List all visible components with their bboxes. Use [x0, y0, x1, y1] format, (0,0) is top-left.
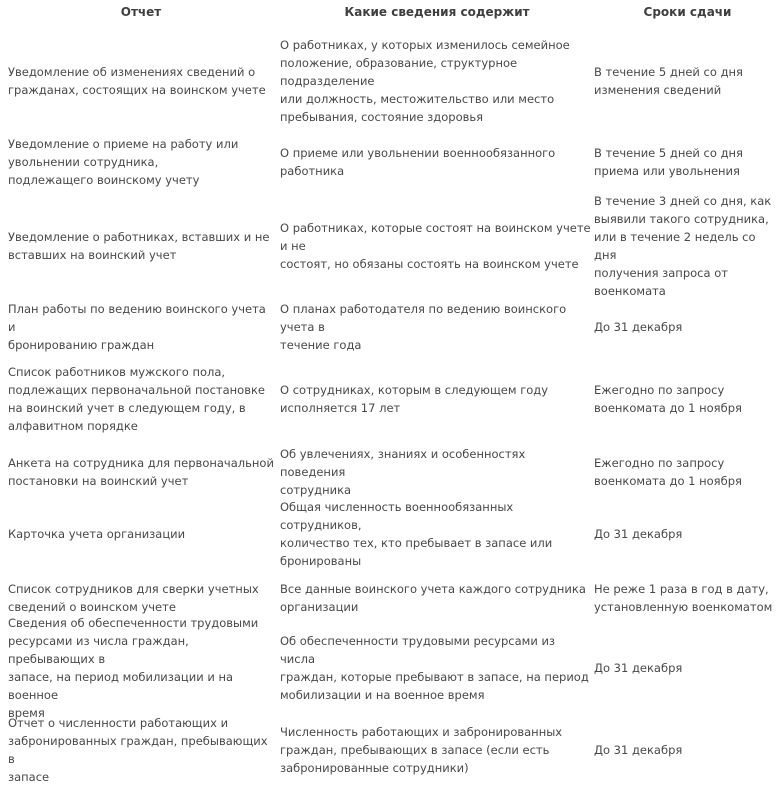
- table-row: [0, 300, 783, 354]
- report-cell: [0, 228, 280, 264]
- table-row: [0, 194, 783, 298]
- deadline-text: В течение 5 дней со дня изменения сведений: [594, 65, 743, 97]
- content-text: О работниках, которые состоят на воинском учете и не состоят, но обязаны состоять на воинском учете: [280, 221, 591, 271]
- deadline-cell: [594, 192, 783, 300]
- header-content: Какие сведения содержит: [344, 5, 530, 19]
- content-text: Об увлечениях, знаниях и особенностях поведения сотрудника: [280, 447, 526, 497]
- report-text: Уведомление о работниках, вставших и не вставших на воинский учет: [8, 230, 270, 262]
- table-row: [0, 358, 783, 440]
- deadline-cell: [594, 525, 783, 543]
- content-cell: [280, 632, 594, 704]
- deadline-cell: [594, 144, 783, 180]
- content-cell: [280, 445, 594, 499]
- content-text: О работниках, у которых изменилось семейное положение, образование, структурное подразделение или должность, местожительство или место пребывания, состояние здоровья: [280, 38, 570, 124]
- content-cell: [280, 381, 594, 417]
- report-cell: [0, 525, 280, 543]
- table-header-row: [0, 0, 783, 26]
- content-cell: [280, 498, 594, 570]
- content-text: Об обеспеченности трудовыми ресурсами из числа граждан, которые пребывают в запасе, на период мобилизации и на военное время: [280, 634, 589, 702]
- report-text: План работы по ведению воинского учета и бронированию граждан: [8, 302, 266, 352]
- header-deadline: Сроки сдачи: [643, 5, 732, 19]
- report-text: Список сотрудников для сверки учетных сведений о воинском учете: [8, 582, 259, 614]
- deadline-text: До 31 декабря: [594, 743, 683, 757]
- deadline-text: Ежегодно по запросу военкомата до 1 ноября: [594, 383, 742, 415]
- report-text: Список работников мужского пола, подлежащих первоначальной постановке на воинский учет в следующем году, в алфавитном порядке: [8, 365, 266, 433]
- content-text: О сотрудниках, которым в следующем году исполняется 17 лет: [280, 383, 549, 415]
- report-cell: [0, 363, 280, 435]
- content-cell: [280, 300, 594, 354]
- deadline-cell: [594, 580, 783, 616]
- report-cell: [0, 63, 280, 99]
- deadline-cell: [594, 381, 783, 417]
- table-row: [0, 36, 783, 126]
- report-cell: [0, 454, 280, 490]
- report-cell: [0, 614, 280, 722]
- table-row: [0, 500, 783, 568]
- content-text: Численность работающих и забронированных граждан, пребывающих в запасе (если есть забронированные сотрудники): [280, 725, 563, 775]
- report-cell: [0, 580, 280, 616]
- content-text: Общая численность военнообязанных сотрудников, количество тех, кто пребывает в запасе или бронированы: [280, 500, 553, 568]
- deadline-text: До 31 декабря: [594, 527, 683, 541]
- table-row: [0, 126, 783, 198]
- content-cell: [280, 36, 594, 126]
- report-text: Карточка учета организации: [8, 527, 186, 541]
- content-text: О планах работодателя по ведению воинского учета в течение года: [280, 302, 567, 352]
- deadline-text: В течение 3 дней со дня, как выявили такого сотрудника, или в течение 2 недель со дня получения запроса от военкомата: [594, 194, 772, 298]
- report-cell: [0, 300, 280, 354]
- content-text: О приеме или увольнении военнообязанного работника: [280, 146, 556, 178]
- content-cell: [280, 219, 594, 273]
- table-row: [0, 716, 783, 784]
- content-cell: [280, 580, 594, 616]
- report-text: Анкета на сотрудника для первоначальной постановки на воинский учет: [8, 456, 274, 488]
- header-report: Отчет: [120, 5, 162, 19]
- deadline-text: До 31 декабря: [594, 661, 683, 675]
- report-text: Отчет о численности работающих и забронированных граждан, пребывающих в запасе: [8, 716, 268, 784]
- table-row: [0, 446, 783, 498]
- report-text: Уведомление о приеме на работу или увольнении сотрудника, подлежащего воинскому учету: [8, 137, 239, 187]
- deadline-cell: [594, 454, 783, 490]
- deadline-text: Ежегодно по запросу военкомата до 1 ноября: [594, 456, 742, 488]
- content-cell: [280, 723, 594, 777]
- content-cell: [280, 144, 594, 180]
- content-text: Все данные воинского учета каждого сотрудника организации: [280, 582, 586, 614]
- report-cell: [0, 135, 280, 189]
- deadline-text: Не реже 1 раза в год в дату, установленную военкоматом: [594, 582, 773, 614]
- report-text: Уведомление об изменениях сведений о гражданах, состоящих на воинском учете: [8, 65, 266, 97]
- deadline-text: В течение 5 дней со дня приема или увольнения: [594, 146, 743, 178]
- report-cell: [0, 714, 280, 786]
- deadline-text: До 31 декабря: [594, 320, 683, 334]
- table-row: [0, 616, 783, 720]
- deadline-cell: [594, 741, 783, 759]
- table-row: [0, 578, 783, 618]
- deadline-cell: [594, 318, 783, 336]
- report-text: Сведения об обеспеченности трудовыми ресурсами из числа граждан, пребывающих в запасе, на период мобилизации и на военное время: [8, 616, 259, 720]
- deadline-cell: [594, 63, 783, 99]
- deadline-cell: [594, 659, 783, 677]
